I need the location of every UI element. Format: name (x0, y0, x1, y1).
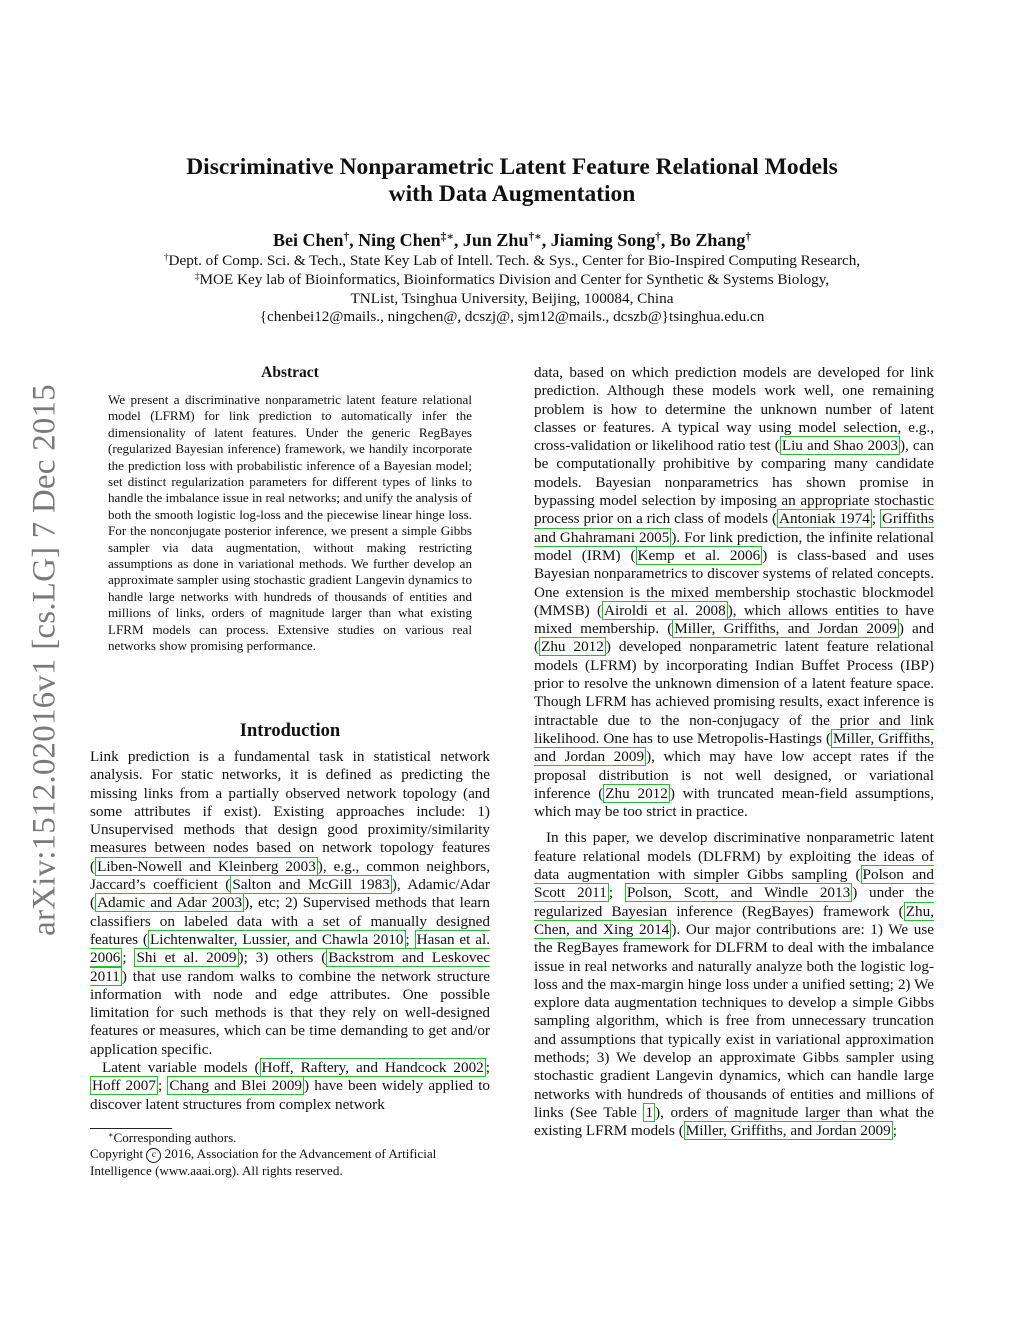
text-run: ) have been widely applied to discover latent structures from complex network (90, 1077, 491, 1113)
citation-link[interactable]: Zhu 2012 (541, 638, 604, 656)
text-run: In this paper, we develop discriminative nonparametric latent feature relational models (DLFRM) by exploiting the ideas of data augmentation with simpler Gibbs sampling ( (534, 829, 934, 884)
citation-link[interactable]: Hoff 2007 (92, 1077, 156, 1095)
footnote-rule (90, 1128, 172, 1129)
author-list (0, 229, 1024, 251)
author-sep: , (349, 230, 359, 250)
footnote-mark: ∗ (108, 1130, 114, 1140)
citation-link[interactable]: Airoldi et al. 2008 (604, 601, 726, 619)
abstract-text: We present a discriminative nonparametric latent feature relational model (LFRM) for link prediction to automatically infer the dimensionality of latent features. Under the generic RegBayes (regularized Bayesian inference) framework, we handily incorporate the prediction loss with probabilistic inference of a Bayesian model; set distinct regularization parameters for different types of links to handle the imbalance issue in real networks; and unify the analysis of both the smooth logistic log-loss and the piecewise linear hinge loss. For the nonconjugate posterior inference, we present a simple Gibbs sampler via data augmentation, without making restricting assumptions as done in variational methods. We further develop an approximate sampler using stochastic gradient Langevin dynamics to handle large networks with hundreds of thousands of entities and millions of links, orders of magnitude larger than what existing LFRM models can process. Extensive studies on various real networks show promising performance. (108, 392, 472, 654)
text-run: ; (405, 930, 415, 948)
citation-link[interactable]: Miller, Griffiths, and Jordan 2009 (674, 620, 897, 638)
copyright-text: 2016, Association for the Advancement of Artificial Intelligence (www.aaai.org). All rights reserved. (90, 1146, 437, 1179)
text-run: ), which may have low accept rates if the proposal distribution is not well designed, or variational inference ( (534, 748, 934, 802)
text-run: ; (608, 884, 625, 902)
author-name: Bo Zhang (669, 230, 746, 250)
citation-link[interactable]: Lichtenwalter, Lussier, and Chawla 2010 (149, 930, 404, 948)
citation-link[interactable]: Hasan et al. 2006 (90, 930, 490, 967)
right-paragraph-1 (534, 364, 934, 821)
affiliation-mark: ‡ (194, 271, 200, 282)
affiliation-1 (0, 252, 1024, 271)
author-name: Jun Zhu (462, 230, 529, 250)
abstract-heading: Abstract (261, 364, 319, 381)
copyright-icon: c (146, 1148, 161, 1163)
title-line-1: Discriminative Nonparametric Latent Feature Relational Models (186, 154, 838, 180)
citation-link[interactable]: Liu and Shao 2003 (781, 437, 898, 455)
arxiv-identifier: arXiv:1512.02016v1 [cs.LG] 7 Dec 2015 (26, 384, 63, 936)
citation-link[interactable]: Salton and McGill 1983 (232, 876, 390, 894)
affiliations (0, 252, 1024, 327)
author-sep: , (660, 230, 670, 250)
text-run: ), e.g., common neighbors, Jaccard’s coefficient ( (90, 857, 490, 894)
text-run: ). For link prediction, the infinite relational model (IRM) ( (534, 528, 934, 564)
citation-link[interactable]: Backstrom and Leskovec 2011 (90, 949, 490, 985)
table-reference-link[interactable]: 1 (645, 1103, 654, 1121)
affiliation-text: Dept. of Comp. Sci. & Tech., State Key Lab of Intell. Tech. & Sys., Center for Bio-Inspired Computing Research, (168, 252, 861, 269)
text-run: Latent variable models ( (102, 1059, 260, 1077)
text-run: ) and ( (534, 620, 934, 656)
right-paragraph-2 (534, 829, 934, 1140)
text-run: ), can be computationally prohibitive by comparing many candidate models. Bayesian nonparametrics has shown promise in bypassing model selection by imposing an appropriate stochastic process prior on a rich class of models ( (534, 437, 934, 528)
author-sep: , (453, 230, 463, 250)
introduction-heading: Introduction (239, 721, 341, 741)
text-run: ; (485, 1059, 490, 1077)
citation-link[interactable]: Zhu, Chen, and Xing 2014 (534, 902, 934, 938)
affiliation-mark: † (163, 252, 169, 263)
citation-link[interactable]: Polson, Scott, and Windle 2013 (626, 884, 851, 902)
citation-link[interactable]: Chang and Blei 2009 (169, 1077, 303, 1095)
citation-link[interactable]: Griffiths and Ghahramani 2005 (534, 510, 934, 546)
text-run: ) under the regularized Bayesian inference (RegBayes) framework ( (534, 884, 934, 920)
author-emails: {chenbei12@mails., ningchen@, dcszj@, sjm12@mails., dcszb@}tsinghua.edu.cn (259, 308, 765, 326)
author-name: Bei Chen (272, 230, 344, 250)
affiliation-text: MOE Key lab of Bioinformatics, Bioinformatics Division and Center for Synthetic & Systems Biology, (199, 270, 830, 288)
citation-link[interactable]: Antoniak 1974 (779, 510, 870, 528)
text-run: ), which allows entities to have mixed membership. ( (534, 601, 934, 638)
title-line-2: with Data Augmentation (388, 181, 636, 207)
text-run: data, based on which prediction models are developed for link prediction. Although these models work well, one remaining problem is how to determine the unknown number of latent classes or features. A typical way using model selection, e.g., cross-validation or likelihood ratio test ( (534, 364, 934, 455)
author-mark: †∗ (528, 230, 542, 243)
author-name: Ning Chen (358, 230, 441, 250)
citation-link[interactable]: Hoff, Raftery, and Handcock 2002 (261, 1059, 484, 1077)
text-run: ; (892, 1122, 897, 1140)
footnote (90, 1130, 490, 1179)
text-run: ). Our major contributions are: 1) We use the RegBayes framework for DLFRM to deal with the imbalance issue in real networks and naturally analyze both the logistic log-loss and the max-margin hinge loss under a unified setting; 2) We explore data augmentation techniques to develop a simple Gibbs sampling algorithm, which is free from unnecessary truncation and assumptions that typically exist in variational approximation methods; 3) We develop an approximate Gibbs sampler using stochastic gradient Langevin dynamics, which can handle large networks with hundreds of thousands of entities and millions of links (See Table (534, 920, 934, 1121)
arxiv-sidebar (0, 360, 90, 960)
footnote-corresponding (90, 1130, 490, 1146)
paragraph-gap (534, 821, 934, 829)
citation-link[interactable]: Zhu 2012 (605, 784, 668, 802)
author-sep: , (541, 230, 551, 250)
text-run: Link prediction is a fundamental task in statistical network analysis. For static networks, it is defined as predicting the missing links from a partially observed network topology (and some attributes if exist). Existing approaches include: 1) Unsupervised methods that design good proximity/similarity measures between nodes based on network topology features ( (90, 748, 490, 875)
abstract-section (108, 364, 472, 655)
text-run: ), orders of magnitude larger than what the existing LFRM models ( (534, 1103, 934, 1140)
footnote-text: Corresponding authors. (113, 1130, 237, 1145)
citation-link[interactable]: Adamic and Adar 2003 (97, 894, 243, 912)
introduction-section (90, 721, 490, 1114)
right-column (534, 364, 934, 1140)
citation-link[interactable]: Miller, Griffiths, and Jordan 2009 (534, 729, 934, 766)
author-mark: ‡∗ (440, 230, 454, 243)
text-run: ) with truncated mean-field assumptions, which may be too strict in practice. (534, 784, 935, 821)
citation-link[interactable]: Miller, Griffiths, and Jordan 2009 (685, 1122, 891, 1140)
copyright-label: Copyright (90, 1146, 144, 1162)
text-run: ); 3) others ( (238, 949, 327, 967)
intro-paragraph-1 (90, 748, 490, 1059)
text-run: ) developed nonparametric latent feature relational models (LFRM) by incorporating Indian Buffet Process (IBP) prior to resolve the unknown dimension of a latent feature space. Though LFRM has achieved promising results, exact inference is intractable due to the non-conjugacy of the prior and link likelihood. One has to use Metropolis-Hastings ( (534, 638, 934, 747)
copyright-notice (90, 1146, 490, 1179)
citation-link[interactable]: Polson and Scott 2011 (534, 866, 934, 902)
citation-link[interactable]: Kemp et al. 2006 (637, 546, 761, 564)
author-mark: † (343, 230, 350, 243)
intro-paragraph-2 (90, 1059, 490, 1114)
text-run: ; (122, 949, 135, 967)
author-mark: † (745, 230, 751, 243)
author-mark: † (655, 230, 661, 243)
text-run: ) that use random walks to combine the network structure information with node and edge attributes. One possible limitation for such methods is that they rely on well-designed features or measures, which can be time demanding to get and/or application specific. (90, 967, 490, 1058)
text-run: ), etc; 2) Supervised methods that learn classifiers on labeled data with a set of manually designed features ( (90, 894, 490, 948)
citation-link[interactable]: Liben-Nowell and Kleinberg 2003 (97, 857, 316, 875)
text-run: ), Adamic/Adar ( (90, 876, 490, 912)
text-run: ; (157, 1077, 168, 1095)
text-run: ; (871, 510, 880, 528)
affiliation-2 (0, 271, 1024, 290)
citation-link[interactable]: Shi et al. 2009 (136, 949, 237, 967)
author-name: Jiaming Song (550, 230, 656, 250)
affiliation-3: TNList, Tsinghua University, Beijing, 100084, China (350, 289, 674, 307)
text-run: ) is class-based and uses Bayesian nonparametrics to discover systems of related concepts. One extension is the mixed membership stochastic blockmodel (MMSB) ( (534, 546, 934, 619)
paper-title (0, 154, 1024, 208)
